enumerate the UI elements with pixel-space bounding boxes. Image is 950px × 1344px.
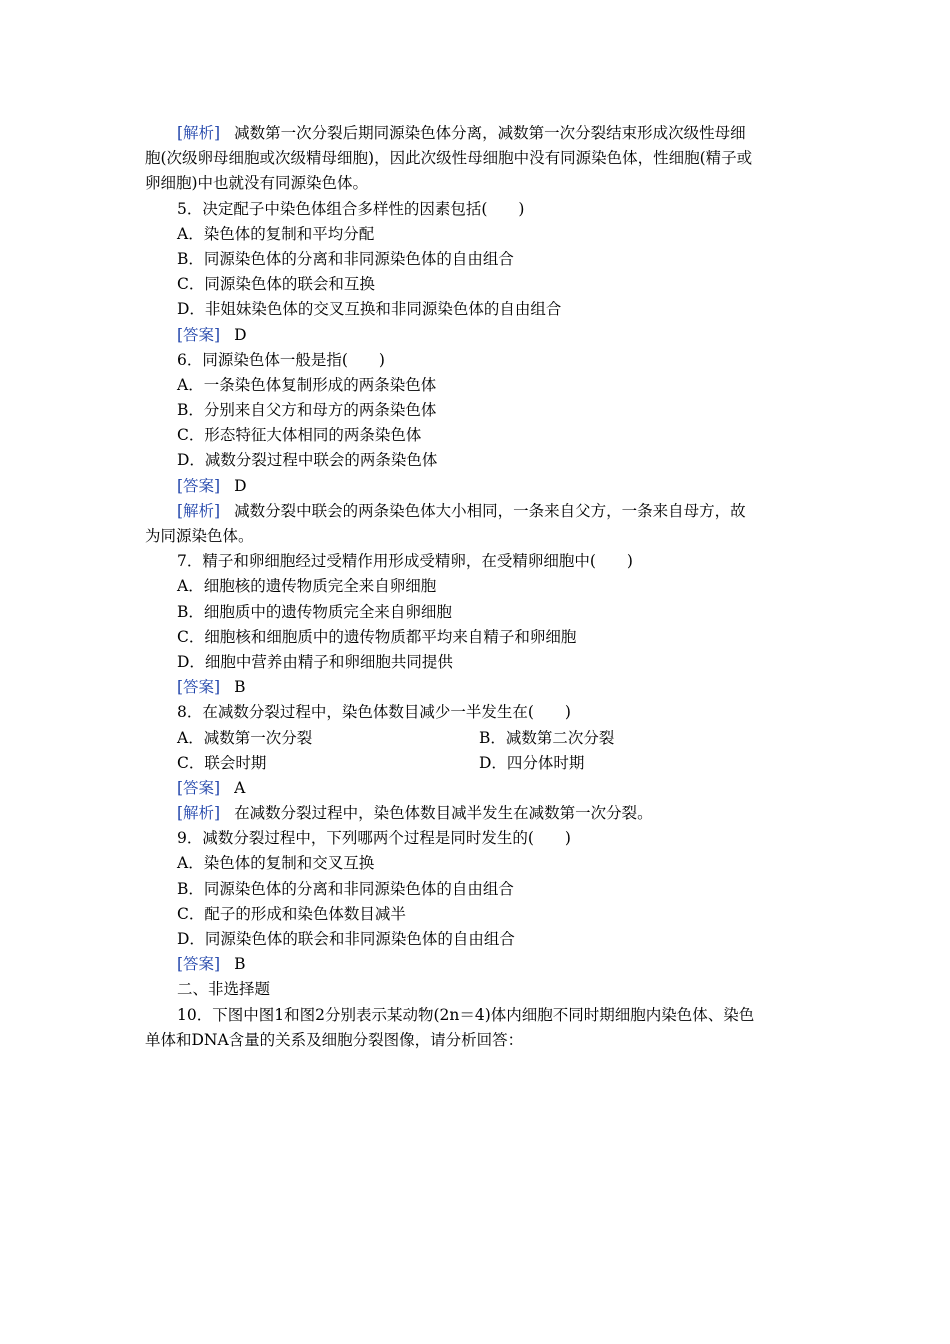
q8-option-a: A．减数第一次分裂 [177,728,313,747]
q8-stem: 8．在减数分裂过程中，染色体数目减少一半发生在( ) [177,703,571,722]
q9-option-c: C．配子的形成和染色体数目减半 [177,904,406,923]
q8-answer: A [234,778,246,797]
q7-option-a: A．细胞核的遗传物质完全来自卵细胞 [177,577,437,596]
q7-option-d: D．细胞中营养由精子和卵细胞共同提供 [177,652,453,671]
q6-stem: 6．同源染色体一般是指( ) [177,350,385,369]
analysis-tag: [解析] [177,501,221,520]
q8-analysis-text: 在减数分裂过程中，染色体数目减半发生在减数第一次分裂。 [234,804,653,823]
q5-option-b: B．同源染色体的分离和非同源染色体的自由组合 [177,249,514,268]
q5-answer-line [145,323,810,348]
q7-option-b: B．细胞质中的遗传物质完全来自卵细胞 [177,602,452,621]
q5-option-c: C．同源染色体的联会和互换 [177,275,375,294]
q5-option-a: A．染色体的复制和平均分配 [177,224,375,243]
q10-stem-1: 10．下图中图1和图2分别表示某动物(2n＝4)体内细胞不同时期细胞内染色体、染色 [177,1005,755,1024]
analysis-tag: [解析] [177,804,221,823]
q7-answer-line [145,675,810,700]
q6-analysis-text-1: 减数分裂中联会的两条染色体大小相同，一条来自父方，一条来自母方，故 [234,501,746,520]
q6-analysis-line [145,499,810,524]
q4-analysis-text-3: 卵细胞)中也就没有同源染色体。 [145,174,369,193]
q8-analysis-line [145,801,810,826]
answer-tag: [答案] [177,476,221,495]
q10-stem-2: 单体和DNA含量的关系及细胞分裂图像，请分析回答： [145,1030,524,1049]
q9-answer-line [145,952,810,977]
answer-tag: [答案] [177,325,221,344]
q9-option-d: D．同源染色体的联会和非同源染色体的自由组合 [177,930,515,948]
q8-option-b: B．减数第二次分裂 [479,728,615,747]
q7-stem: 7．精子和卵细胞经过受精作用形成受精卵，在受精卵细胞中( ) [177,552,633,571]
q6-answer-line [145,474,810,499]
q4-analysis-text-2: 胞(次级卵母细胞或次级精母细胞)，因此次级性母细胞中没有同源染色体，性细胞(精子或 [145,149,753,168]
section-heading: 二、非选择题 [177,980,271,999]
q6-analysis-text-2: 为同源染色体。 [145,527,254,545]
q9-answer: B [234,955,246,974]
q9-option-b: B．同源染色体的分离和非同源染色体的自由组合 [177,879,514,898]
q6-option-a: A．一条染色体复制形成的两条染色体 [177,375,437,394]
q9-option-a: A．染色体的复制和交叉互换 [177,854,375,873]
q7-option-c: C．细胞核和细胞质中的遗传物质都平均来自精子和卵细胞 [177,627,577,646]
q5-answer: D [234,325,247,344]
q4-analysis-line [145,121,810,146]
analysis-tag: [解析] [177,124,221,142]
q5-option-d: D．非姐妹染色体的交叉互换和非同源染色体的自由组合 [177,300,562,319]
q8-option-d: D．四分体时期 [479,753,585,772]
q7-answer: B [234,678,246,697]
q9-stem: 9．减数分裂过程中，下列哪两个过程是同时发生的( ) [177,829,571,848]
q4-analysis-text-1: 减数第一次分裂后期同源染色体分离，减数第一次分裂结束形成次级性母细 [234,124,746,142]
answer-tag: [答案] [177,678,221,697]
q6-option-b: B．分别来自父方和母方的两条染色体 [177,401,437,420]
q6-answer: D [234,476,247,495]
q8-option-c: C．联会时期 [177,753,267,772]
q8-options-row-2 [145,751,810,776]
answer-tag: [答案] [177,778,221,797]
q8-answer-line [145,776,810,801]
q8-options-row-1 [145,726,810,751]
q5-stem: 5．决定配子中染色体组合多样性的因素包括( ) [177,199,525,218]
q6-option-c: C．形态特征大体相同的两条染色体 [177,426,422,445]
q6-option-d: D．减数分裂过程中联会的两条染色体 [177,451,438,470]
answer-tag: [答案] [177,955,221,974]
document-page [145,121,810,1053]
